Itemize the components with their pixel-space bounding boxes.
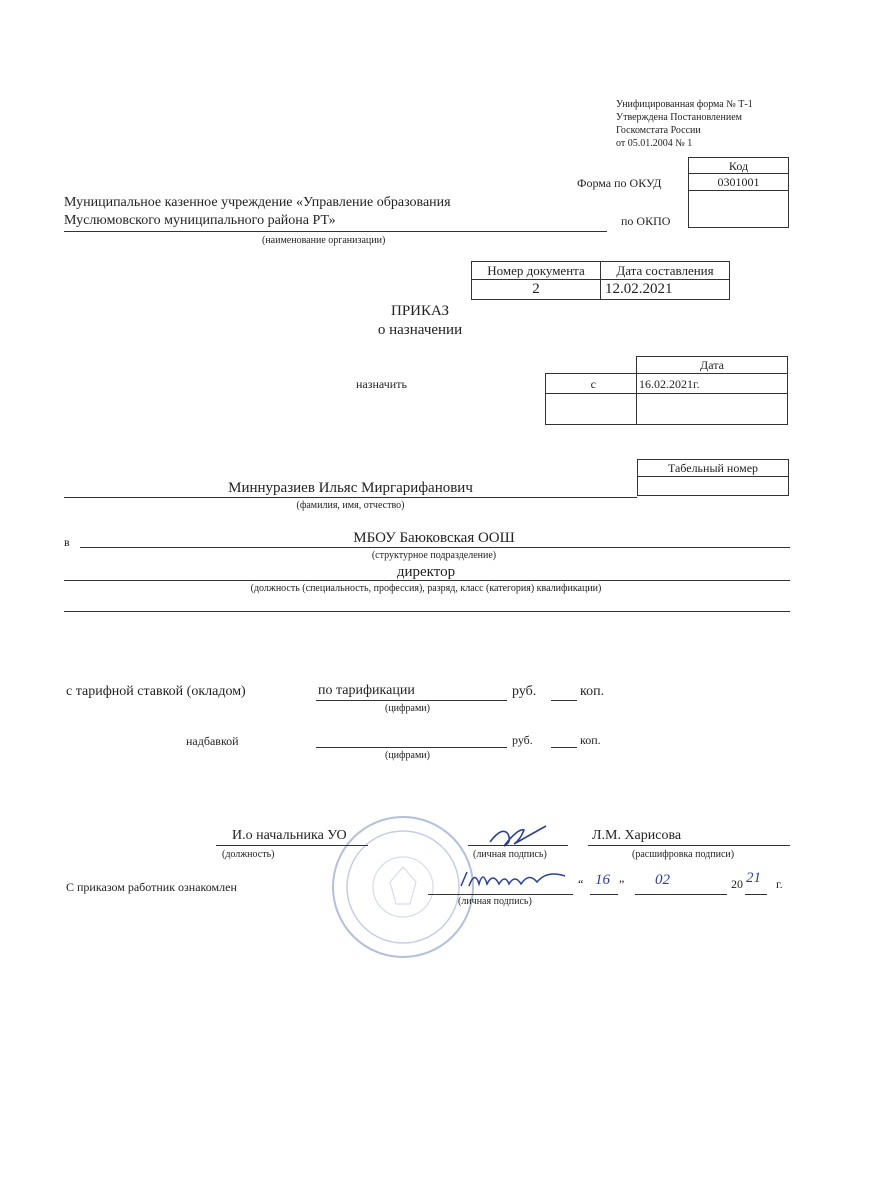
signer-name-underline	[588, 845, 790, 846]
okud-value: 0301001	[688, 173, 789, 191]
department-caption: (структурное подразделение)	[371, 550, 497, 561]
ack-year-suffix: 21	[746, 870, 761, 886]
quote-open: “	[578, 877, 584, 891]
organization-caption: (наименование организации)	[262, 235, 386, 246]
position-underline	[64, 580, 790, 581]
okpo-value	[688, 190, 789, 228]
appoint-date-header: Дата	[636, 356, 788, 374]
approval-block	[616, 98, 753, 150]
employee-name-caption: (фамилия, имя, отчество)	[296, 500, 405, 511]
bonus-underline	[316, 747, 507, 748]
rate-value: по тарификации	[318, 683, 415, 698]
rate-rub: руб.	[512, 684, 537, 699]
bonus-caption: (цифрами)	[385, 750, 430, 761]
appoint-empty-cell-1	[545, 393, 637, 425]
acknowledge-label: С приказом работник ознакомлен	[66, 880, 237, 894]
signer-position-underline	[216, 845, 368, 846]
department-underline	[80, 547, 790, 548]
bonus-kop-underline	[551, 747, 577, 748]
approval-line-1: Унифицированная форма № Т-1	[616, 99, 753, 110]
signer-name-caption: (расшифровка подписи)	[632, 849, 735, 860]
rate-caption: (цифрами)	[385, 703, 430, 714]
signer-position: И.о начальника УО	[232, 828, 347, 843]
signer-name: Л.М. Харисова	[592, 828, 682, 843]
appoint-from-date: 16.02.2021г.	[636, 373, 788, 394]
quote-close: ”	[619, 877, 625, 891]
employee-signature-underline	[428, 894, 573, 895]
tab-number-header: Табельный номер	[637, 459, 789, 477]
position: директор	[396, 564, 456, 580]
okpo-label: по ОКПО	[621, 214, 671, 228]
manager-signature-caption: (личная подпись)	[473, 849, 547, 860]
order-subtitle: о назначении	[377, 322, 463, 338]
doc-number: 2	[472, 280, 601, 300]
bonus-kop: коп.	[580, 733, 601, 747]
document-table	[471, 261, 730, 300]
rate-underline	[316, 700, 507, 701]
doc-number-header: Номер документа	[472, 262, 601, 280]
approval-line-3: Госкомстата России	[616, 125, 701, 136]
okud-label: Форма по ОКУД	[577, 176, 662, 190]
ack-month-underline	[635, 894, 727, 895]
approval-line-4: от 05.01.2004 № 1	[616, 138, 693, 149]
organization-underline	[64, 231, 607, 232]
ack-year-label: г.	[776, 877, 783, 891]
doc-date-header: Дата составления	[601, 262, 730, 280]
code-header: Код	[688, 157, 789, 174]
rate-kop-underline	[551, 700, 577, 701]
organization-line-1: Муниципальное казенное учреждение «Управление образования	[64, 195, 451, 210]
rate-label: с тарифной ставкой (окладом)	[66, 684, 246, 699]
ack-month: 02	[655, 872, 670, 888]
employee-signature-caption: (личная подпись)	[458, 896, 532, 907]
tab-number-value	[637, 476, 789, 496]
rate-kop: коп.	[580, 684, 605, 699]
bonus-label: надбавкой	[186, 734, 239, 748]
appoint-label: назначить	[356, 377, 407, 391]
ack-year-prefix: 20	[731, 877, 743, 891]
position-caption: (должность (специальность, профессия), разряд, класс (категория) квалификации)	[250, 583, 602, 594]
employee-name-underline	[64, 497, 637, 498]
bonus-rub: руб.	[512, 733, 533, 747]
manager-signature	[484, 820, 554, 852]
manager-signature-underline	[468, 845, 568, 846]
organization-line-2: Муслюмовского муниципального района РТ»	[64, 213, 336, 228]
ack-year-underline	[745, 894, 767, 895]
appoint-empty-cell-2	[636, 393, 788, 425]
ack-day-underline	[590, 894, 618, 895]
position-extra-line	[64, 611, 790, 612]
employee-signature	[455, 862, 570, 894]
appoint-from-label: с	[545, 373, 637, 394]
approval-line-2: Утверждена Постановлением	[616, 112, 742, 123]
doc-date: 12.02.2021	[601, 280, 730, 300]
ack-day: 16	[595, 872, 610, 888]
signer-position-caption: (должность)	[222, 849, 275, 860]
department: МБОУ Баюковская ООШ	[353, 530, 515, 546]
in-label: в	[64, 535, 70, 549]
employee-name: Миннyразиев Ильяс Миргарифанович	[228, 480, 473, 496]
order-title: ПРИКАЗ	[391, 303, 449, 319]
